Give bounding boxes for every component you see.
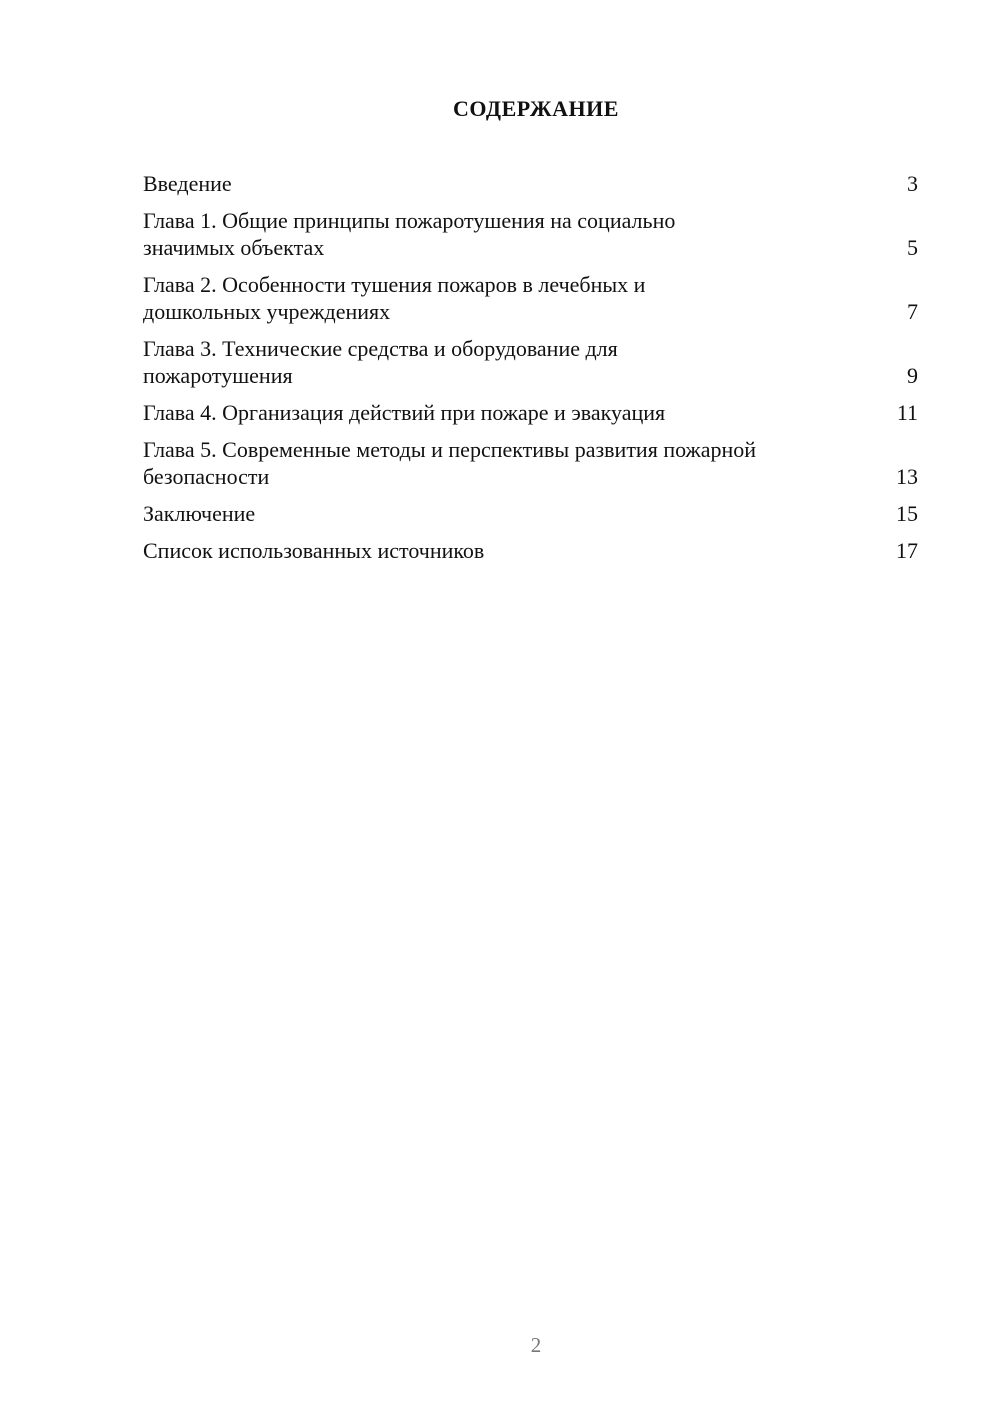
toc-heading: СОДЕРЖАНИЕ (453, 96, 619, 121)
toc-entry-page: 13 (896, 464, 918, 489)
toc-entry-title: Глава 3. Технические средства и оборудование для пожаротушения (143, 336, 618, 388)
toc-entry-page: 11 (896, 400, 918, 425)
toc-entry-title: Глава 4. Организация действий при пожаре и эвакуация (143, 400, 666, 425)
toc-entry-page: 5 (907, 235, 918, 260)
toc-entry-conclusion (143, 500, 918, 527)
toc-entry-title: Глава 5. Современные методы и перспективы развития пожарной безопасности (143, 437, 757, 489)
toc-entry-title: Глава 1. Общие принципы пожаротушения на социально значимых объектах (143, 208, 676, 260)
toc-entry-chapter-4 (143, 399, 918, 426)
toc-entry-page: 17 (896, 538, 918, 563)
toc-entry-title: Глава 2. Особенности тушения пожаров в лечебных и дошкольных учреждениях (143, 272, 646, 324)
toc-entry-chapter-1 (143, 207, 918, 261)
toc-entry-page: 3 (907, 171, 918, 196)
toc-entry-title: Список использованных источников (143, 538, 485, 563)
toc-entry-references (143, 537, 918, 564)
page-number: 2 (530, 1333, 542, 1357)
toc-entry-chapter-2 (143, 271, 918, 325)
toc-entry-page: 15 (896, 501, 918, 526)
toc-entry-chapter-5 (143, 436, 918, 490)
toc-entry-title: Заключение (143, 501, 256, 526)
toc-entry-title: Введение (143, 171, 232, 196)
table-of-contents (143, 170, 918, 574)
toc-entry-page: 7 (907, 299, 918, 324)
toc-entry-chapter-3 (143, 335, 918, 389)
toc-entry-page: 9 (907, 363, 918, 388)
toc-entry-introduction (143, 170, 918, 197)
